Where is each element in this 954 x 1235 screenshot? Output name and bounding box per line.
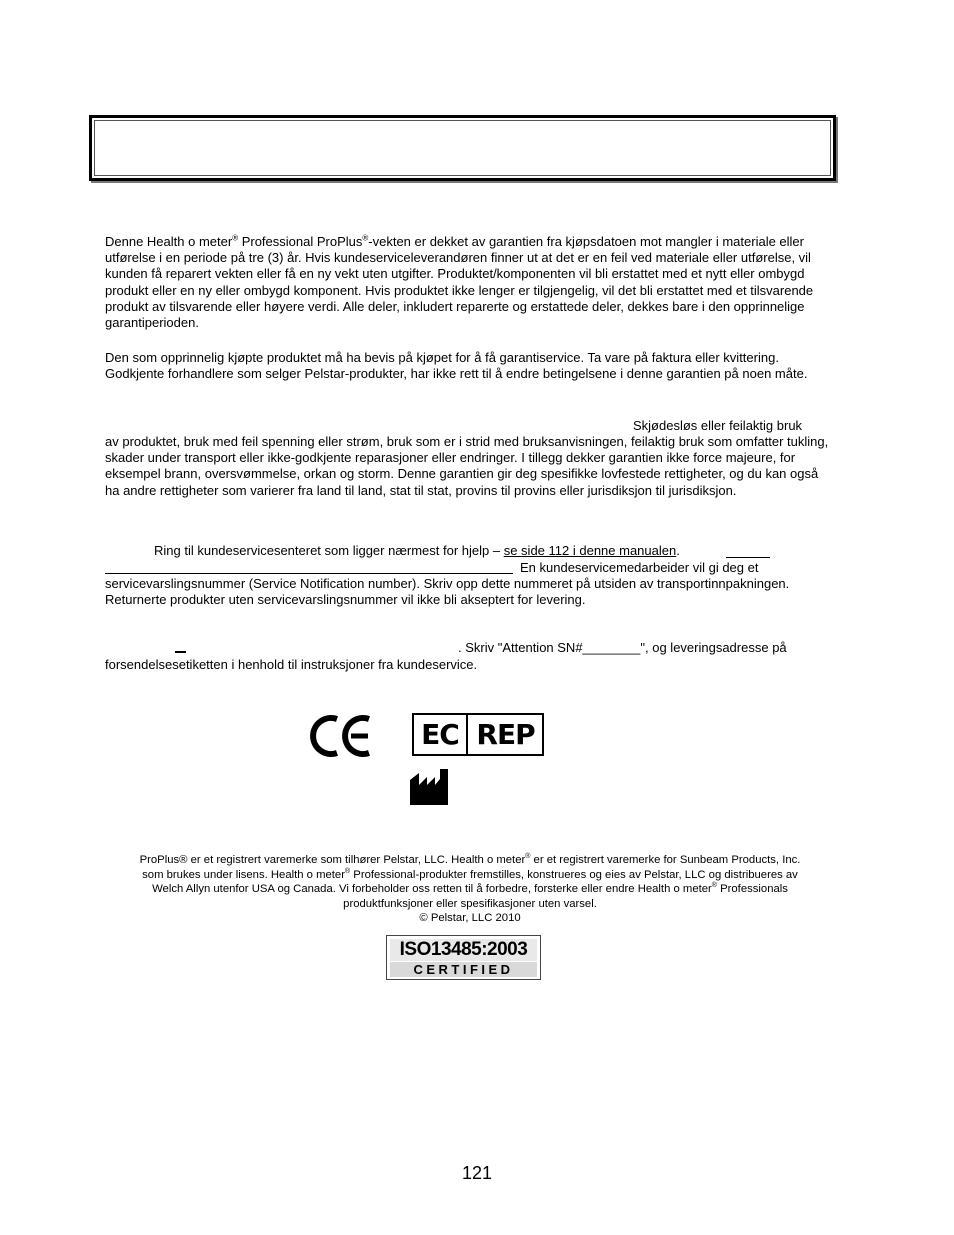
shipping-line-1: . Skriv "Attention SN#________", og leveringsadresse på: [458, 640, 787, 655]
ec-rep-symbol: [412, 713, 544, 756]
footer-notice: [100, 853, 840, 926]
iso-certified-badge: [386, 935, 541, 980]
service-line-2-tail: En kundeservicemedarbeider vil gi deg et: [520, 560, 759, 575]
exclusions-paragraph: av produktet, bruk med feil spenning eller strøm, bruk som er i strid med bruksanvisningen, feilaktig bruk som omfatter tukling, skader under transport eller ikke-godkjente reparasjoner eller endringer. I tillegg dekker garantien ikke force majeure, for eksempel brann, oversvømmelse, orkan og storm. Denne garantien gir deg spesifikke lovfestede rettigheter, og du kan også ha andre rettigheter som varierer fra land til land, stat til stat, provins til provins eller jurisdiksjon til jurisdiksjon.: [105, 434, 829, 498]
period: .: [676, 543, 680, 558]
warranty-text-3: -vekten er dekket av garantien fra kjøpsdatoen mot mangler i materiale eller utførelse i en periode på tre (3) år. Hvis kundeserviceleverandøren finner ut at det er en feil ved materiale eller utførelse, vil kunden få reparert vekten eller få en ny vekt uten utgifter. Produktet/komponenten vil bli erstattet med et nytt eller ombygd produkt eller en ny eller ombygd komponent. Hvis produktet ikke lenger er tilgjengelig, vil det bli erstattet med et tilsvarende produkt av tilsvarende eller høyere verdi. Alle deler, inkludert reparerte og erstattede deler, dekkes bare i den opprinnelige garantiperioden.: [105, 234, 814, 331]
shipping-line-2: forsendelsesetiketten i henhold til instruksjoner fra kundeservice.: [105, 657, 478, 672]
service-line-1: [154, 543, 680, 559]
service-text: Ring til kundeservicesenteret som ligger nærmest for hjelp –: [154, 543, 504, 558]
rep-label: REP: [476, 718, 535, 751]
registered-mark: ®: [232, 233, 239, 243]
page-number: 121: [461, 1163, 493, 1183]
blank-line: [105, 562, 513, 574]
footer-line-4: produktfunksjoner eller spesifikasjoner uten varsel.: [343, 897, 597, 910]
certified-label: CERTIFIED: [390, 962, 537, 977]
service-paragraph-rest: servicevarslingsnummer (Service Notification number). Skriv opp dette nummeret på utsiden av transportinnpakningen. Returnerte produkter uten servicevarslingsnummer vil ikke bli akseptert for levering.: [105, 576, 790, 608]
footer-line-1: ProPlus® er et registrert varemerke som tilhører Pelstar, LLC. Health o meter® er et registrert varemerke for Sunbeam Products, Inc.: [139, 853, 801, 866]
warranty-text-1: Denne Health o meter: [105, 234, 233, 249]
ce-mark-icon: [310, 713, 374, 759]
warranty-text-2: Professional ProPlus: [238, 234, 363, 249]
warranty-paragraph: [105, 234, 830, 331]
underscore-mark: [175, 651, 186, 653]
footer-line-3: Welch Allyn utenfor USA og Canada. Vi forbeholder oss retten til å forbedre, forsterke eller endre Health o meter® Professionals: [152, 882, 788, 896]
exclusions-lead: Skjødesløs eller feilaktig bruk: [633, 418, 803, 433]
copyright: © Pelstar, LLC 2010: [419, 912, 521, 925]
manual-page-link[interactable]: se side 112 i denne manualen: [503, 543, 677, 558]
proof-of-purchase-paragraph: Den som opprinnelig kjøpte produktet må ha bevis på kjøpet for å få garantiservice. Ta vare på faktura eller kvittering. Godkjente forhandlere som selger Pelstar-produkter, har ikke rett til å endre betingelsene i denne garantien på noen måte.: [105, 350, 808, 382]
registered-mark: ®: [362, 233, 369, 243]
iso-standard-label: ISO13485:2003: [390, 939, 537, 961]
footer-line-2: som brukes under lisens. Health o meter® Professional-produkter fremstilles, konstrueres og eies av Pelstar, LLC og distribueres av: [142, 867, 798, 881]
section-title-box: [89, 115, 836, 181]
ec-label: EC: [414, 715, 468, 754]
manufacturer-icon: [410, 769, 450, 805]
blank-line: [726, 546, 770, 558]
